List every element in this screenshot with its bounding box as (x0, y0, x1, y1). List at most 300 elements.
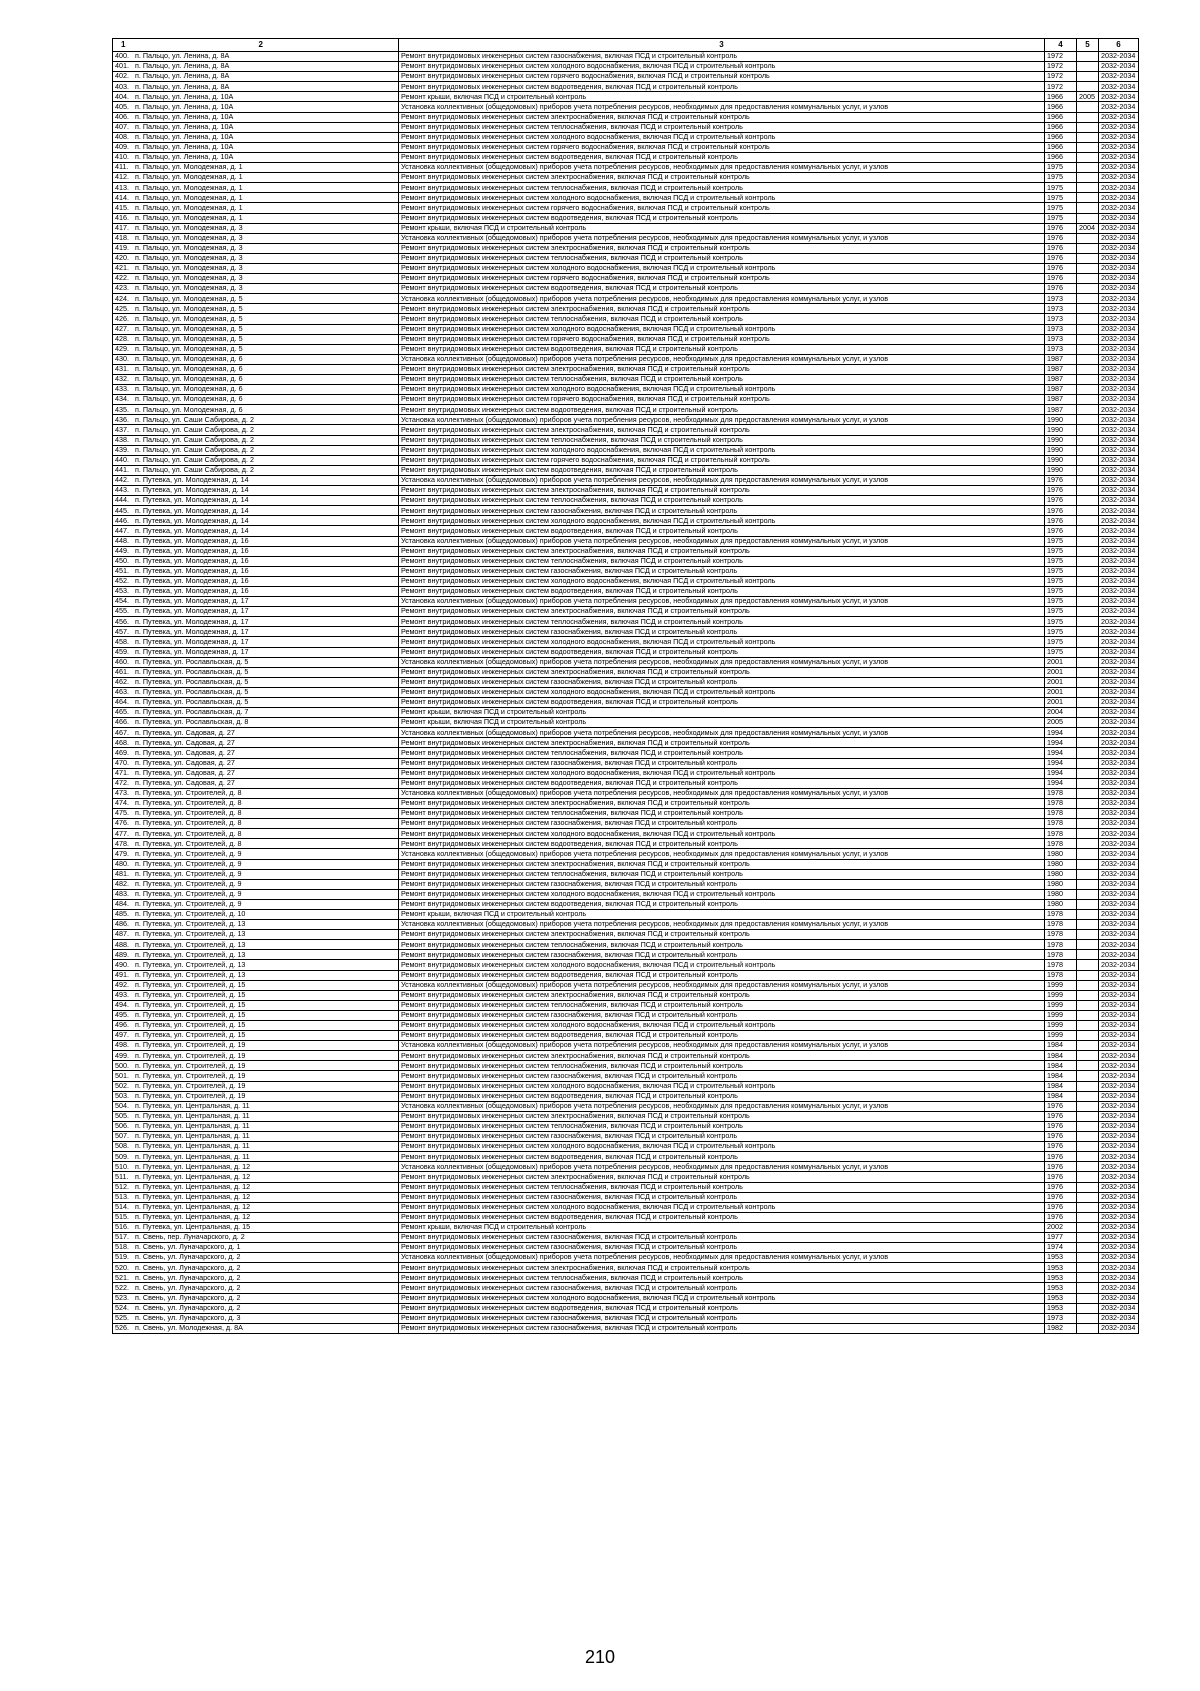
table-row (113, 304, 1139, 314)
row-number-address-cell (113, 364, 399, 374)
last-repair-year (1077, 637, 1099, 647)
work-type: Ремонт внутридомовых инженерных систем теплоснабжения, включая ПСД и строительный контроль (399, 1273, 1045, 1283)
table-row (113, 334, 1139, 344)
year-built: 1975 (1045, 556, 1077, 566)
address: п. Пальцо, ул. Молодежная, д. 3 (135, 223, 243, 232)
planned-period: 2032-2034 (1099, 243, 1139, 253)
address: п. Пальцо, ул. Молодежная, д. 3 (135, 233, 243, 242)
planned-period: 2032-2034 (1099, 889, 1139, 899)
table-row (113, 1081, 1139, 1091)
work-type: Ремонт внутридомовых инженерных систем водоотведения, включая ПСД и строительный контроль (399, 1212, 1045, 1222)
row-number-address-cell (113, 950, 399, 960)
table-row (113, 425, 1139, 435)
row-number: 526. (115, 1323, 129, 1333)
address: п. Пальцо, ул. Молодежная, д. 5 (135, 313, 243, 323)
table-row (113, 1101, 1139, 1111)
planned-period: 2032-2034 (1099, 1121, 1139, 1131)
row-number-address-cell (113, 556, 399, 566)
table-row (113, 253, 1139, 263)
row-number: 442. (115, 475, 129, 485)
address: п. Пальцо, ул. Саши Сабирова, д. 2 (135, 424, 254, 434)
last-repair-year (1077, 324, 1099, 334)
work-type: Ремонт внутридомовых инженерных систем газоснабжения, включая ПСД и строительный контроль (399, 819, 1045, 829)
last-repair-year (1077, 1031, 1099, 1041)
table-row (113, 1142, 1139, 1152)
work-type: Установка коллективных (общедомовых) приборов учета потребления ресурсов, необходимых для предоставления коммунальных услуг, и узлов (399, 1101, 1045, 1111)
year-built: 1976 (1045, 1212, 1077, 1222)
address: п. Свень, ул. Луначарского, д. 2 (135, 1282, 241, 1292)
last-repair-year (1077, 687, 1099, 697)
row-number-address-cell (113, 1061, 399, 1071)
work-type: Ремонт внутридомовых инженерных систем водоотведения, включая ПСД и строительный контроль (399, 586, 1045, 596)
table-row (113, 112, 1139, 122)
table-row (113, 809, 1139, 819)
year-built: 1987 (1045, 395, 1077, 405)
address: п. Пальцо, ул. Ленина, д. 10А (135, 142, 234, 152)
table-row (113, 738, 1139, 748)
work-type: Ремонт внутридомовых инженерных систем электроснабжения, включая ПСД и строительный контроль (399, 546, 1045, 556)
table-row (113, 375, 1139, 385)
last-repair-year: 2004 (1077, 223, 1099, 233)
row-number-address-cell (113, 788, 399, 798)
work-type: Ремонт внутридомовых инженерных систем теплоснабжения, включая ПСД и строительный контроль (399, 122, 1045, 132)
last-repair-year (1077, 304, 1099, 314)
last-repair-year (1077, 647, 1099, 657)
row-number: 471. (115, 768, 129, 777)
work-type: Ремонт внутридомовых инженерных систем электроснабжения, включая ПСД и строительный контроль (399, 1111, 1045, 1121)
row-number: 475. (115, 808, 129, 818)
row-number: 507. (115, 1131, 129, 1141)
row-number: 441. (115, 465, 129, 475)
planned-period: 2032-2034 (1099, 657, 1139, 667)
table-row (113, 415, 1139, 425)
year-built: 1990 (1045, 415, 1077, 425)
repair-schedule-table (112, 38, 1139, 1334)
work-type: Ремонт внутридомовых инженерных систем электроснабжения, включая ПСД и строительный контроль (399, 173, 1045, 183)
year-built: 1976 (1045, 475, 1077, 485)
year-built: 1972 (1045, 62, 1077, 72)
year-built: 1990 (1045, 445, 1077, 455)
row-number: 440. (115, 455, 129, 465)
address: п. Пальцо, ул. Молодежная, д. 6 (135, 394, 243, 404)
table-row (113, 576, 1139, 586)
work-type: Ремонт внутридомовых инженерных систем газоснабжения, включая ПСД и строительный контроль (399, 566, 1045, 576)
work-type: Ремонт внутридомовых инженерных систем водоотведения, включая ПСД и строительный контроль (399, 899, 1045, 909)
row-number-address-cell (113, 607, 399, 617)
last-repair-year (1077, 1111, 1099, 1121)
address: п. Путевка, ул. Молодежная, д. 17 (135, 647, 249, 656)
work-type: Установка коллективных (общедомовых) приборов учета потребления ресурсов, необходимых для предоставления коммунальных услуг, и узлов (399, 788, 1045, 798)
last-repair-year (1077, 607, 1099, 617)
table-row (113, 1243, 1139, 1253)
row-number: 478. (115, 838, 129, 848)
table-row (113, 798, 1139, 808)
year-built: 1978 (1045, 920, 1077, 930)
year-built: 1980 (1045, 849, 1077, 859)
row-number-address-cell (113, 1263, 399, 1273)
row-number: 514. (115, 1202, 129, 1211)
row-number: 513. (115, 1192, 129, 1201)
row-number-address-cell (113, 576, 399, 586)
last-repair-year (1077, 566, 1099, 576)
address: п. Пальцо, ул. Молодежная, д. 6 (135, 354, 243, 364)
last-repair-year (1077, 990, 1099, 1000)
table-row (113, 132, 1139, 142)
table-row (113, 687, 1139, 697)
address: п. Путевка, ул. Строителей, д. 15 (135, 1000, 246, 1010)
work-type: Ремонт внутридомовых инженерных систем электроснабжения, включая ПСД и строительный контроль (399, 607, 1045, 617)
planned-period: 2032-2034 (1099, 597, 1139, 607)
year-built: 1980 (1045, 879, 1077, 889)
row-number-address-cell (113, 52, 399, 62)
row-number-address-cell (113, 1051, 399, 1061)
row-number: 410. (115, 152, 129, 162)
address: п. Пальцо, ул. Ленина, д. 8А (135, 61, 230, 71)
year-built: 1978 (1045, 940, 1077, 950)
row-number-address-cell (113, 1121, 399, 1131)
row-number: 456. (115, 616, 129, 626)
row-number: 412. (115, 172, 129, 182)
table-row (113, 869, 1139, 879)
planned-period: 2032-2034 (1099, 364, 1139, 374)
row-number-address-cell (113, 486, 399, 496)
year-built: 1976 (1045, 1182, 1077, 1192)
last-repair-year (1077, 1293, 1099, 1303)
table-row (113, 486, 1139, 496)
row-number-address-cell (113, 415, 399, 425)
row-number-address-cell (113, 1152, 399, 1162)
row-number-address-cell (113, 465, 399, 475)
row-number-address-cell (113, 1071, 399, 1081)
planned-period: 2032-2034 (1099, 465, 1139, 475)
work-type: Ремонт внутридомовых инженерных систем газоснабжения, включая ПСД и строительный контроль (399, 1283, 1045, 1293)
address: п. Пальцо, ул. Саши Сабирова, д. 2 (135, 435, 254, 444)
table-row (113, 607, 1139, 617)
table-row (113, 1121, 1139, 1131)
work-type: Ремонт внутридомовых инженерных систем водоотведения, включая ПСД и строительный контроль (399, 698, 1045, 708)
work-type: Ремонт внутридомовых инженерных систем холодного водоснабжения, включая ПСД и строительный контроль (399, 324, 1045, 334)
work-type: Ремонт внутридомовых инженерных систем электроснабжения, включая ПСД и строительный контроль (399, 1263, 1045, 1273)
last-repair-year (1077, 930, 1099, 940)
row-number: 521. (115, 1272, 129, 1282)
row-number: 451. (115, 566, 129, 576)
row-number-address-cell (113, 859, 399, 869)
address: п. Пальцо, ул. Саши Сабирова, д. 2 (135, 445, 254, 454)
planned-period: 2032-2034 (1099, 132, 1139, 142)
last-repair-year (1077, 980, 1099, 990)
planned-period: 2032-2034 (1099, 718, 1139, 728)
address: п. Путевка, ул. Центральная, д. 12 (135, 1212, 251, 1222)
year-built: 1987 (1045, 354, 1077, 364)
planned-period: 2032-2034 (1099, 708, 1139, 718)
row-number: 417. (115, 223, 129, 232)
row-number-address-cell (113, 253, 399, 263)
row-number-address-cell (113, 617, 399, 627)
work-type: Установка коллективных (общедомовых) приборов учета потребления ресурсов, необходимых для предоставления коммунальных услуг, и узлов (399, 233, 1045, 243)
table-row (113, 940, 1139, 950)
last-repair-year (1077, 829, 1099, 839)
row-number: 452. (115, 576, 129, 586)
row-number-address-cell (113, 1202, 399, 1212)
table-row (113, 526, 1139, 536)
planned-period: 2032-2034 (1099, 748, 1139, 758)
row-number-address-cell (113, 1091, 399, 1101)
last-repair-year (1077, 102, 1099, 112)
row-number: 488. (115, 939, 129, 949)
last-repair-year (1077, 778, 1099, 788)
year-built: 1975 (1045, 213, 1077, 223)
row-number-address-cell (113, 496, 399, 506)
year-built: 2004 (1045, 708, 1077, 718)
row-number: 407. (115, 122, 129, 131)
row-number-address-cell (113, 1031, 399, 1041)
planned-period: 2032-2034 (1099, 1273, 1139, 1283)
planned-period: 2032-2034 (1099, 909, 1139, 919)
last-repair-year (1077, 1323, 1099, 1333)
table-row (113, 1021, 1139, 1031)
planned-period: 2032-2034 (1099, 102, 1139, 112)
row-number-address-cell (113, 768, 399, 778)
address: п. Пальцо, ул. Саши Сабирова, д. 2 (135, 414, 254, 424)
planned-period: 2032-2034 (1099, 1162, 1139, 1172)
planned-period: 2032-2034 (1099, 294, 1139, 304)
planned-period: 2032-2034 (1099, 516, 1139, 526)
row-number-address-cell (113, 183, 399, 193)
row-number: 510. (115, 1161, 129, 1171)
table-row (113, 1283, 1139, 1293)
planned-period: 2032-2034 (1099, 253, 1139, 263)
table-row (113, 455, 1139, 465)
address: п. Путевка, ул. Строителей, д. 15 (135, 1010, 246, 1020)
planned-period: 2032-2034 (1099, 334, 1139, 344)
work-type: Ремонт внутридомовых инженерных систем холодного водоснабжения, включая ПСД и строительный контроль (399, 687, 1045, 697)
row-number-address-cell (113, 1041, 399, 1051)
last-repair-year (1077, 899, 1099, 909)
planned-period: 2032-2034 (1099, 1071, 1139, 1081)
planned-period: 2032-2034 (1099, 1132, 1139, 1142)
row-number-address-cell (113, 970, 399, 980)
row-number: 523. (115, 1293, 129, 1302)
work-type: Ремонт внутридомовых инженерных систем горячего водоснабжения, включая ПСД и строительный контроль (399, 142, 1045, 152)
year-built: 1978 (1045, 960, 1077, 970)
row-number-address-cell (113, 1303, 399, 1313)
row-number-address-cell (113, 909, 399, 919)
row-number: 428. (115, 334, 129, 343)
last-repair-year (1077, 1061, 1099, 1071)
address: п. Путевка, ул. Молодежная, д. 14 (135, 485, 249, 495)
year-built: 1976 (1045, 1101, 1077, 1111)
table-row (113, 465, 1139, 475)
table-body (113, 52, 1139, 1334)
row-number: 498. (115, 1040, 129, 1050)
row-number-address-cell (113, 395, 399, 405)
row-number: 508. (115, 1141, 129, 1151)
year-built: 1973 (1045, 324, 1077, 334)
year-built: 1975 (1045, 546, 1077, 556)
last-repair-year (1077, 586, 1099, 596)
work-type: Ремонт внутридомовых инженерных систем горячего водоснабжения, включая ПСД и строительный контроль (399, 455, 1045, 465)
year-built: 1953 (1045, 1263, 1077, 1273)
planned-period: 2032-2034 (1099, 274, 1139, 284)
planned-period: 2032-2034 (1099, 1182, 1139, 1192)
address: п. Путевка, ул. Молодежная, д. 16 (135, 576, 249, 586)
year-built: 1978 (1045, 819, 1077, 829)
work-type: Установка коллективных (общедомовых) приборов учета потребления ресурсов, необходимых для предоставления коммунальных услуг, и узлов (399, 354, 1045, 364)
row-number: 423. (115, 283, 129, 293)
row-number: 474. (115, 798, 129, 808)
last-repair-year (1077, 183, 1099, 193)
row-number: 480. (115, 859, 129, 868)
planned-period: 2032-2034 (1099, 879, 1139, 889)
address: п. Путевка, ул. Молодежная, д. 14 (135, 495, 249, 505)
year-built: 1978 (1045, 809, 1077, 819)
work-type: Ремонт внутридомовых инженерных систем теплоснабжения, включая ПСД и строительный контроль (399, 435, 1045, 445)
table-row (113, 243, 1139, 253)
planned-period: 2032-2034 (1099, 1192, 1139, 1202)
last-repair-year (1077, 1192, 1099, 1202)
last-repair-year (1077, 940, 1099, 950)
table-row (113, 1323, 1139, 1333)
year-built: 1999 (1045, 990, 1077, 1000)
work-type: Ремонт внутридомовых инженерных систем газоснабжения, включая ПСД и строительный контроль (399, 879, 1045, 889)
address: п. Свень, ул. Луначарского, д. 2 (135, 1293, 241, 1302)
last-repair-year (1077, 798, 1099, 808)
row-number-address-cell (113, 1142, 399, 1152)
planned-period: 2032-2034 (1099, 849, 1139, 859)
year-built: 1974 (1045, 1243, 1077, 1253)
planned-period: 2032-2034 (1099, 819, 1139, 829)
last-repair-year (1077, 627, 1099, 637)
work-type: Ремонт внутридомовых инженерных систем электроснабжения, включая ПСД и строительный контроль (399, 364, 1045, 374)
address: п. Путевка, ул. Строителей, д. 15 (135, 980, 246, 989)
row-number: 401. (115, 61, 129, 71)
year-built: 1982 (1045, 1323, 1077, 1333)
address: п. Путевка, ул. Центральная, д. 15 (135, 1222, 251, 1232)
year-built: 1975 (1045, 183, 1077, 193)
last-repair-year (1077, 1041, 1099, 1051)
last-repair-year (1077, 354, 1099, 364)
work-type: Установка коллективных (общедомовых) приборов учета потребления ресурсов, необходимых для предоставления коммунальных услуг, и узлов (399, 1041, 1045, 1051)
table-row (113, 1071, 1139, 1081)
row-number-address-cell (113, 920, 399, 930)
table-row (113, 597, 1139, 607)
row-number-address-cell (113, 566, 399, 576)
work-type: Установка коллективных (общедомовых) приборов учета потребления ресурсов, необходимых для предоставления коммунальных услуг, и узлов (399, 536, 1045, 546)
planned-period: 2032-2034 (1099, 546, 1139, 556)
table-row (113, 1152, 1139, 1162)
last-repair-year (1077, 879, 1099, 889)
row-number: 460. (115, 657, 129, 666)
table-row (113, 324, 1139, 334)
last-repair-year (1077, 909, 1099, 919)
work-type: Ремонт внутридомовых инженерных систем холодного водоснабжения, включая ПСД и строительный контроль (399, 193, 1045, 203)
address: п. Пальцо, ул. Молодежная, д. 6 (135, 374, 243, 384)
row-number: 422. (115, 273, 129, 283)
year-built: 1990 (1045, 435, 1077, 445)
address: п. Путевка, ул. Строителей, д. 8 (135, 798, 242, 808)
address: п. Путевка, ул. Центральная, д. 11 (135, 1101, 250, 1111)
row-number-address-cell (113, 627, 399, 637)
row-number-address-cell (113, 778, 399, 788)
row-number-address-cell (113, 637, 399, 647)
year-built: 1984 (1045, 1091, 1077, 1101)
table-row (113, 637, 1139, 647)
work-type: Установка коллективных (общедомовых) приборов учета потребления ресурсов, необходимых для предоставления коммунальных услуг, и узлов (399, 1162, 1045, 1172)
year-built: 1976 (1045, 274, 1077, 284)
table-row (113, 1132, 1139, 1142)
year-built: 1984 (1045, 1061, 1077, 1071)
work-type: Ремонт внутридомовых инженерных систем теплоснабжения, включая ПСД и строительный контроль (399, 748, 1045, 758)
table-row (113, 122, 1139, 132)
last-repair-year (1077, 122, 1099, 132)
address: п. Путевка, ул. Рославльская, д. 5 (135, 667, 249, 677)
address: п. Путевка, ул. Строителей, д. 19 (135, 1050, 246, 1060)
planned-period: 2032-2034 (1099, 1313, 1139, 1323)
year-built: 1978 (1045, 798, 1077, 808)
table-row (113, 1232, 1139, 1242)
planned-period: 2032-2034 (1099, 798, 1139, 808)
year-built: 1994 (1045, 758, 1077, 768)
address: п. Путевка, ул. Строителей, д. 9 (135, 869, 242, 878)
table-row (113, 566, 1139, 576)
address: п. Пальцо, ул. Молодежная, д. 6 (135, 384, 243, 394)
table-row (113, 657, 1139, 667)
table-row (113, 970, 1139, 980)
work-type: Ремонт крыши, включая ПСД и строительный контроль (399, 1222, 1045, 1232)
work-type: Установка коллективных (общедомовых) приборов учета потребления ресурсов, необходимых для предоставления коммунальных услуг, и узлов (399, 102, 1045, 112)
planned-period: 2032-2034 (1099, 677, 1139, 687)
row-number-address-cell (113, 1313, 399, 1323)
last-repair-year (1077, 597, 1099, 607)
table-row (113, 506, 1139, 516)
last-repair-year (1077, 1303, 1099, 1313)
year-built: 1975 (1045, 536, 1077, 546)
year-built: 1966 (1045, 132, 1077, 142)
planned-period: 2032-2034 (1099, 223, 1139, 233)
row-number-address-cell (113, 152, 399, 162)
address: п. Путевка, ул. Рославльская, д. 5 (135, 657, 249, 666)
planned-period: 2032-2034 (1099, 829, 1139, 839)
planned-period: 2032-2034 (1099, 1283, 1139, 1293)
year-built: 1999 (1045, 1010, 1077, 1020)
last-repair-year (1077, 1243, 1099, 1253)
planned-period: 2032-2034 (1099, 1142, 1139, 1152)
address: п. Путевка, ул. Строителей, д. 8 (135, 838, 242, 848)
row-number: 444. (115, 495, 129, 505)
row-number: 434. (115, 394, 129, 404)
last-repair-year (1077, 375, 1099, 385)
last-repair-year (1077, 445, 1099, 455)
row-number-address-cell (113, 698, 399, 708)
last-repair-year (1077, 112, 1099, 122)
row-number: 432. (115, 374, 129, 384)
planned-period: 2032-2034 (1099, 1243, 1139, 1253)
planned-period: 2032-2034 (1099, 647, 1139, 657)
year-built: 2001 (1045, 677, 1077, 687)
row-number-address-cell (113, 1111, 399, 1121)
year-built: 1975 (1045, 586, 1077, 596)
work-type: Ремонт внутридомовых инженерных систем водоотведения, включая ПСД и строительный контроль (399, 1031, 1045, 1041)
planned-period: 2032-2034 (1099, 1021, 1139, 1031)
work-type: Установка коллективных (общедомовых) приборов учета потребления ресурсов, необходимых для предоставления коммунальных услуг, и узлов (399, 1253, 1045, 1263)
row-number: 493. (115, 990, 129, 1000)
work-type: Ремонт внутридомовых инженерных систем холодного водоснабжения, включая ПСД и строительный контроль (399, 445, 1045, 455)
row-number: 509. (115, 1151, 129, 1161)
work-type: Установка коллективных (общедомовых) приборов учета потребления ресурсов, необходимых для предоставления коммунальных услуг, и узлов (399, 294, 1045, 304)
work-type: Ремонт внутридомовых инженерных систем электроснабжения, включая ПСД и строительный контроль (399, 112, 1045, 122)
row-number-address-cell (113, 1172, 399, 1182)
last-repair-year (1077, 163, 1099, 173)
